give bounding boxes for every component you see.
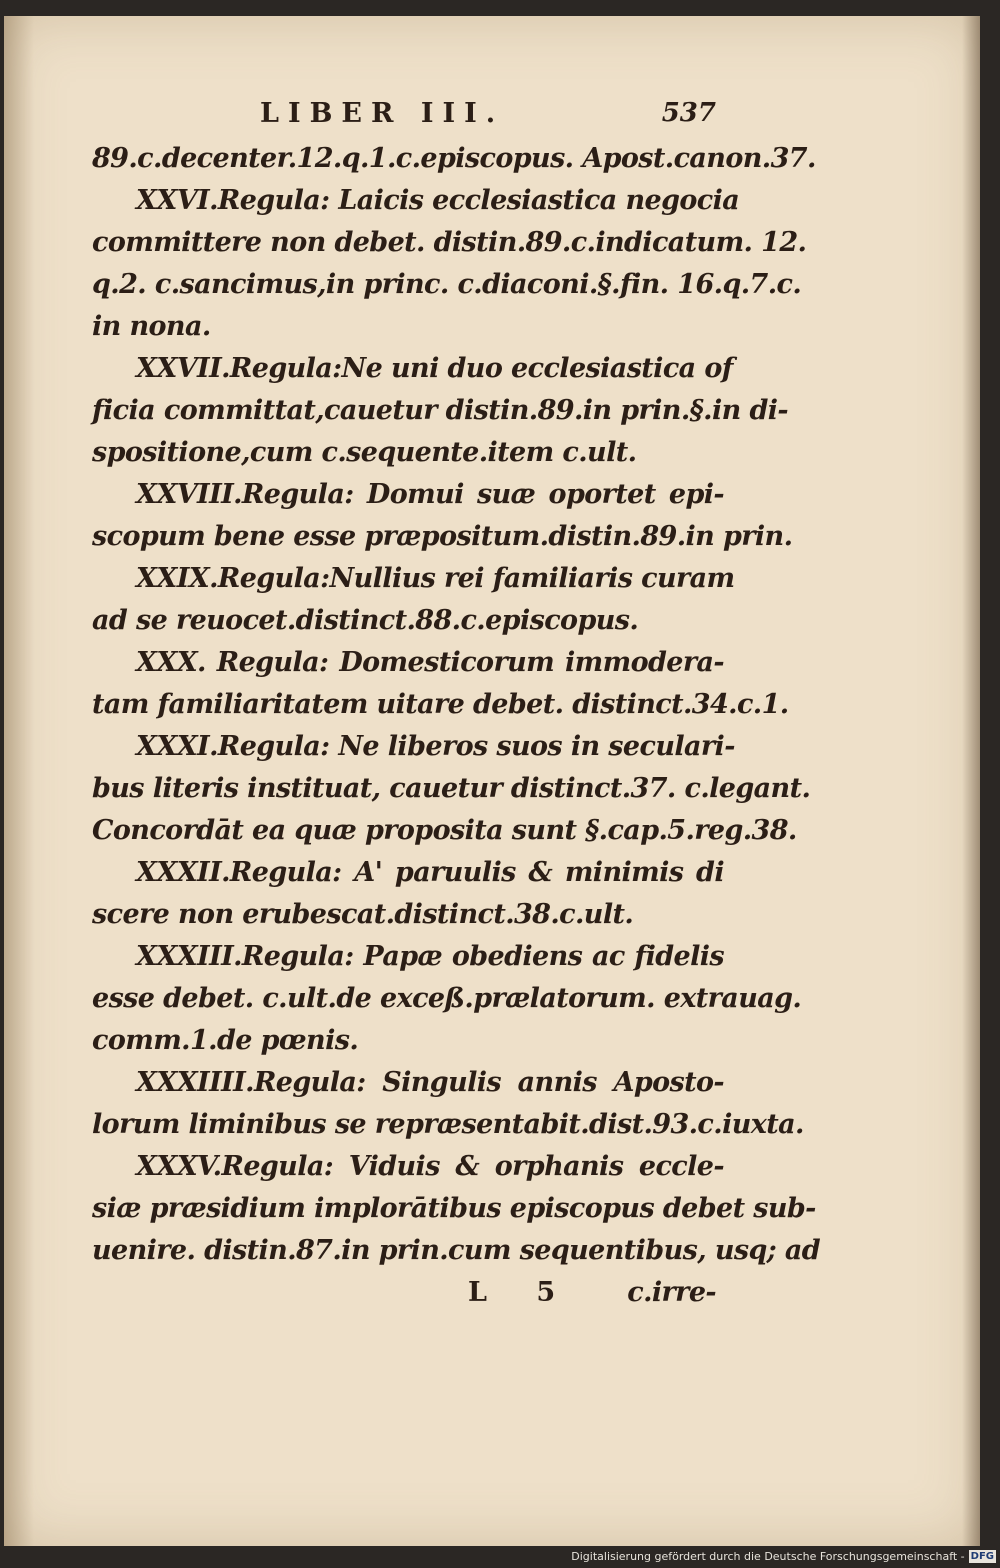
text-line: ficia committat,cauetur distin.89.in prin.§.in di- bbox=[92, 395, 788, 426]
text-line: bus literis instituat, cauetur distinct.37. c.legant. bbox=[92, 773, 811, 804]
book-page bbox=[4, 16, 980, 1546]
text-line: uenire. distin.87.in prin.cum sequentibus, usq; ad bbox=[92, 1235, 821, 1266]
digitization-credit bbox=[571, 1546, 996, 1566]
page-edge-shadow bbox=[962, 16, 980, 1546]
page-text-block bbox=[92, 86, 821, 1314]
text-line: XXX. Regula: Domesticorum immodera- bbox=[136, 647, 724, 678]
text-line: tam familiaritatem uitare debet. distinct.34.c.1. bbox=[92, 689, 789, 720]
text-line: XXXIIII.Regula: Singulis annis Aposto- bbox=[136, 1067, 724, 1098]
text-line: XXVII.Regula:Ne uni duo ecclesiastica of bbox=[136, 353, 733, 384]
page-number: 537 bbox=[661, 98, 716, 128]
text-line: XXXII.Regula: A' paruulis & minimis di bbox=[136, 857, 724, 888]
text-line: 89.c.decenter.12.q.1.c.episcopus. Apost.canon.37. bbox=[92, 143, 816, 174]
text-line: siæ præsidium implorātibus episcopus debet sub- bbox=[92, 1193, 816, 1224]
credit-text: Digitalisierung gefördert durch die Deutsche Forschungsgemeinschaft - bbox=[571, 1549, 965, 1563]
running-head bbox=[92, 86, 724, 138]
text-line: XXIX.Regula:Nullius rei familiaris curam bbox=[136, 563, 735, 594]
signature-mark: L 5 bbox=[468, 1277, 576, 1308]
catchword: c.irre- bbox=[627, 1277, 716, 1308]
text-line: XXXV.Regula: Viduis & orphanis eccle- bbox=[136, 1151, 724, 1182]
text-line: XXVI.Regula: Laicis ecclesiastica negocia bbox=[136, 185, 740, 216]
text-line: spositione,cum c.sequente.item c.ult. bbox=[92, 437, 637, 468]
text-line: lorum liminibus se repræsentabit.dist.93.c.iuxta. bbox=[92, 1109, 804, 1140]
text-line: Concordāt ea quæ proposita sunt §.cap.5.reg.38. bbox=[92, 815, 797, 846]
text-line: scopum bene esse præpositum.distin.89.in prin. bbox=[92, 521, 793, 552]
running-head-title: LIBER III. bbox=[260, 98, 505, 129]
text-line: q.2. c.sancimus,in princ. c.diaconi.§.fin. 16.q.7.c. bbox=[92, 269, 802, 300]
page-gutter-shadow bbox=[4, 16, 34, 1546]
text-line: comm.1.de pœnis. bbox=[92, 1025, 359, 1056]
text-line: XXXI.Regula: Ne liberos suos in seculari- bbox=[136, 731, 735, 762]
dfg-logo: DFG bbox=[970, 1550, 994, 1562]
signature-line bbox=[92, 1272, 724, 1314]
text-line: esse debet. c.ult.de exceß.prælatorum. extrauag. bbox=[92, 983, 802, 1014]
text-line: committere non debet. distin.89.c.indicatum. 12. bbox=[92, 227, 807, 258]
text-line: scere non erubescat.distinct.38.c.ult. bbox=[92, 899, 634, 930]
text-line: in nona. bbox=[92, 311, 211, 342]
text-line: XXVIII.Regula: Domui suæ oportet epi- bbox=[136, 479, 724, 510]
text-line: ad se reuocet.distinct.88.c.episcopus. bbox=[92, 605, 639, 636]
text-line: XXXIII.Regula: Papæ obediens ac fidelis bbox=[136, 941, 724, 972]
